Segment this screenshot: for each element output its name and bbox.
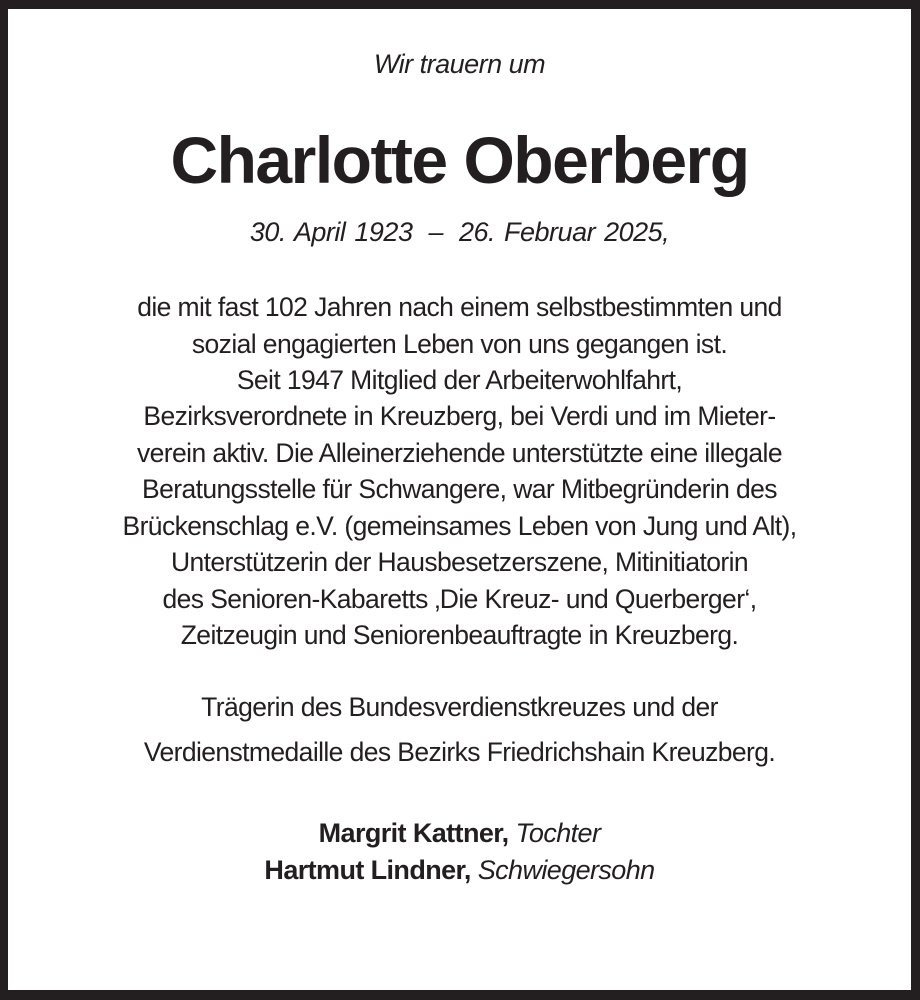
mourner-entry [8,818,911,849]
deceased-name: Charlotte Oberberg [170,123,749,197]
mourner-name: Margrit Kattner, [318,818,509,848]
paragraph-line: die mit fast 102 Jahren nach einem selbstbestimmten und [137,292,782,322]
birth-date: 30. April 1923 [249,217,413,247]
intro-text: Wir trauern um [373,49,546,79]
obituary-notice [8,9,911,990]
paragraph-line: Seit 1947 Mitglied der Arbeiterwohlfahrt, [236,365,683,395]
date-separator: – [428,217,443,247]
paragraph-line: Zeitzeugin und Seniorenbeauftragte in Kreuzberg. [180,620,739,650]
paragraph-line: Brückenschlag e.V. (gemeinsames Leben von Jung und Alt), [122,511,797,541]
paragraph-line: Unterstützerin der Hausbesetzerszene, Mitinitiatorin [170,547,749,577]
paragraph-line: des Senioren-Kabaretts ‚Die Kreuz- und Querberger‘, [162,584,757,614]
paragraph-line: Bezirksverordnete in Kreuzberg, bei Verdi und im Mieter- [143,401,776,431]
mourner-entry [8,855,911,886]
paragraph-line: verein aktiv. Die Alleinerziehende unterstützte eine illegale [137,438,782,468]
mourner-relation: Schwiegersohn [477,855,655,885]
mourner-name: Hartmut Lindner, [264,855,471,885]
life-dates [8,217,911,248]
paragraph-line: sozial engagierten Leben von uns gegangen ist. [191,329,728,359]
honors-line: Verdienstmedaille des Bezirks Friedrichshain Kreuzberg. [143,737,776,767]
honors-line: Trägerin des Bundesverdienstkreuzes und der [201,692,718,722]
paragraph-line: Beratungsstelle für Schwangere, war Mitbegründerin des [142,474,777,504]
death-date: 26. Februar 2025, [459,217,670,247]
mourner-relation: Tochter [515,818,601,848]
